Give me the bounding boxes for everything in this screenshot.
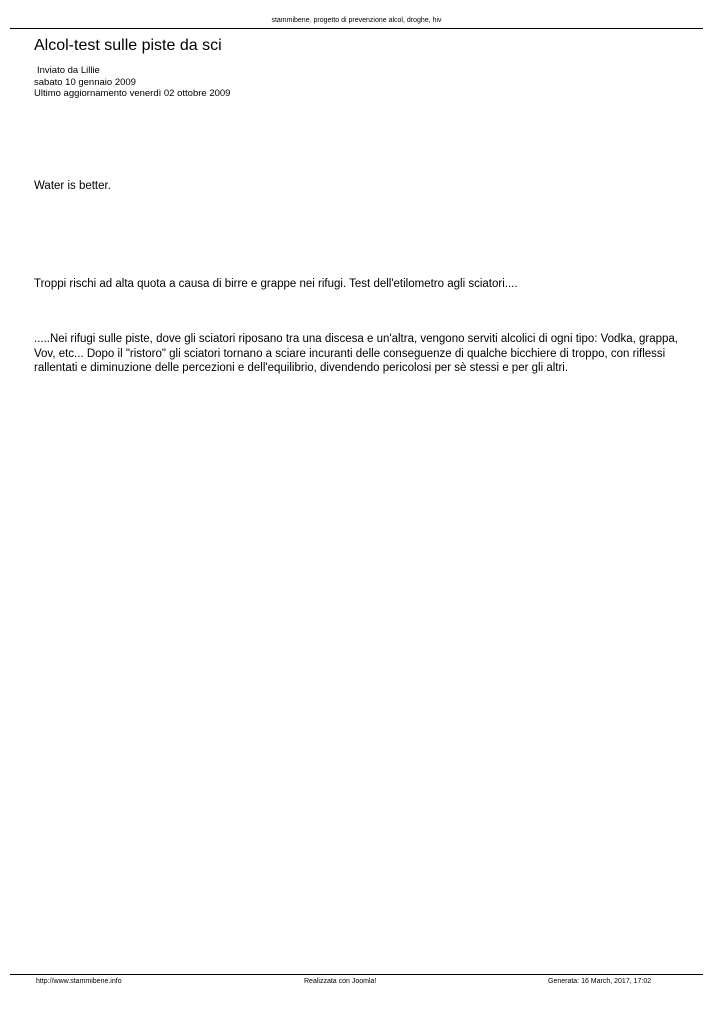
site-title: stammibene. progetto di prevenzione alcol, droghe, hiv: [271, 17, 442, 24]
article-paragraph: Water is better.: [34, 180, 111, 192]
footer-made-with: Realizzata con Joomla!: [304, 978, 377, 985]
author-line: Inviato da Lillie: [37, 65, 100, 76]
footer-generated: Generata: 16 March, 2017, 17:02: [548, 978, 652, 985]
article-title: Alcol-test sulle piste da sci: [34, 37, 222, 54]
footer-url: http://www.stammibene.info: [36, 978, 122, 985]
article-paragraph: Troppi rischi ad alta quota a causa di birre e grappe nei rifugi. Test dell'etilometro agli sciatori....: [34, 278, 518, 290]
page-footer: [10, 974, 703, 987]
article-paragraph: .....Nei rifugi sulle piste, dove gli sciatori riposano tra una discesa e un'altra, vengono serviti alcolici di ogni tipo: Vodka, grappa, Vov, etc... Dopo il "ristoro" gli sciatori tornano a sciare incuranti delle conseguenze di qualche bicchiere di troppo, con riflessi rallentati e diminuzione delle percezioni e dell'equilibrio, divendendo pericolosi per sè stessi e per gli altri.: [34, 333, 678, 374]
date-line: sabato 10 gennaio 2009: [34, 76, 136, 88]
page-header: [10, 15, 703, 29]
updated-line: Ultimo aggiornamento venerdì 02 ottobre 2009: [34, 88, 231, 99]
article-meta: [34, 65, 230, 100]
